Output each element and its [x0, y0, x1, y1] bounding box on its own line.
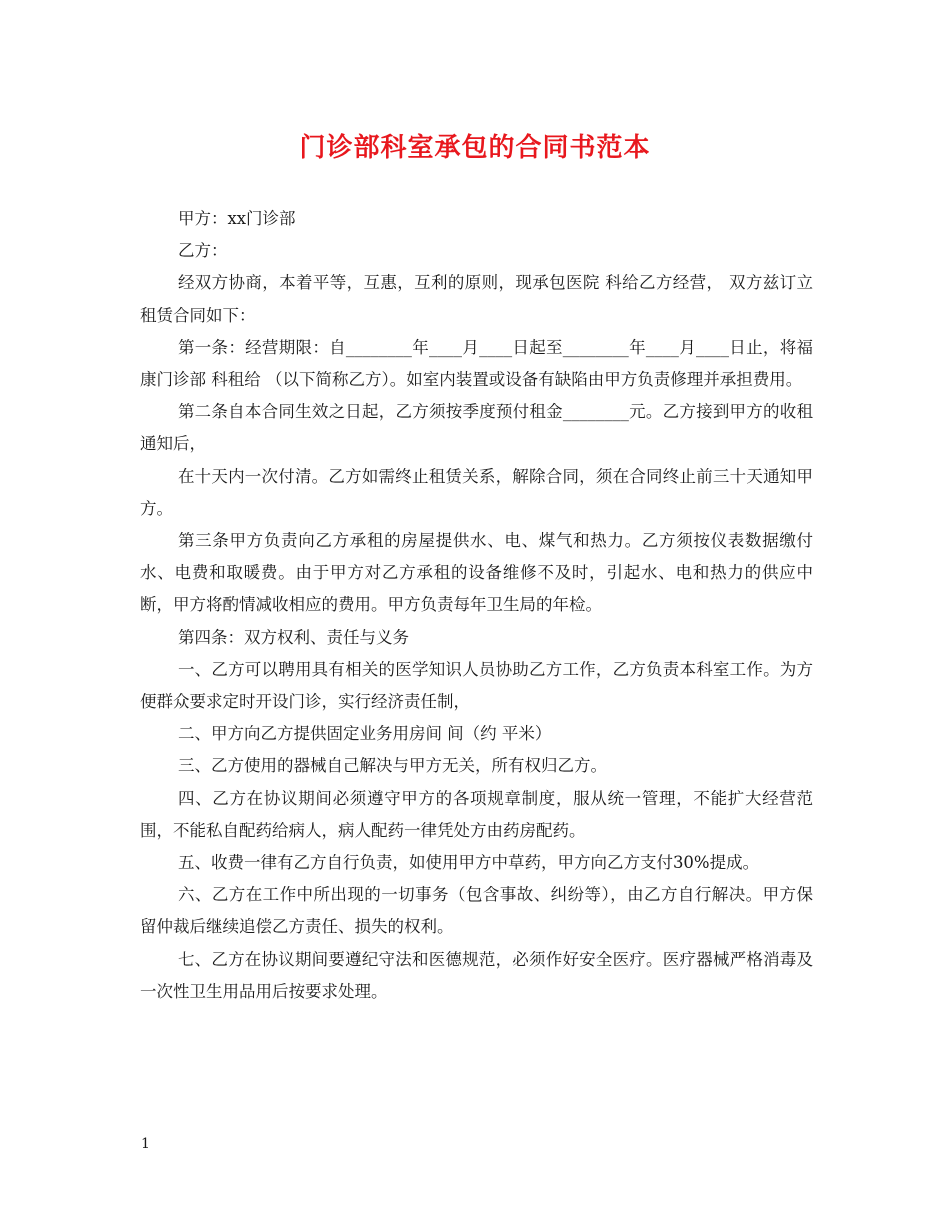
clause-5-paragraph: 五、收费一律有乙方自行负责，如使用甲方中草药，甲方向乙方支付30%提成。 — [177, 853, 760, 873]
clause-6-paragraph: 六、乙方在工作中所出现的一切事务（包含事故、纠纷等），由乙方自行解决。甲方保留仲裁后继续追偿乙方责任、损失的权利。 — [140, 885, 813, 937]
clause-4-paragraph: 四、乙方在协议期间必须遵守甲方的各项规章制度，服从统一管理，不能扩大经营范围，不能私自配药给病人，病人配药一律凭处方由药房配药。 — [140, 788, 813, 840]
contract-body — [140, 203, 813, 1008]
party-b-line: 乙方： — [177, 241, 228, 261]
page-number: 1 — [141, 1136, 150, 1152]
article-2-continuation: 在十天内一次付清。乙方如需终止租赁关系，解除合同，须在合同终止前三十天通知甲方。 — [140, 466, 813, 518]
clause-7-paragraph: 七、乙方在协议期间要遵纪守法和医德规范，必须作好安全医疗。医疗器械严格消毒及一次性卫生用品用后按要求处理。 — [140, 949, 813, 1001]
clause-1-paragraph: 一、乙方可以聘用具有相关的医学知识人员协助乙方工作，乙方负责本科室工作。为方便群众要求定时开设门诊，实行经济责任制， — [140, 659, 813, 712]
clause-2-paragraph: 二、甲方向乙方提供固定业务用房间 间（约 平米） — [177, 724, 552, 744]
article-3-paragraph: 第三条甲方负责向乙方承租的房屋提供水、电、煤气和热力。乙方须按仪表数据缴付水、电费和取暖费。由于甲方对乙方承租的设备维修不及时，引起水、电和热力的供应中断，甲方将酌情减收相应的费用。甲方负责每年卫生局的年检。 — [140, 531, 813, 615]
clause-3-paragraph: 三、乙方使用的器械自己解决与甲方无关，所有权归乙方。 — [177, 756, 607, 776]
article-4-heading: 第四条：双方权利、责任与义务 — [177, 627, 409, 647]
article-2-paragraph: 第二条自本合同生效之日起，乙方须按季度预付租金________元。乙方接到甲方的收租通知后， — [140, 402, 813, 454]
party-a-line: 甲方：xx门诊部 — [177, 209, 296, 228]
document-title: 门诊部科室承包的合同书范本 — [299, 133, 651, 163]
article-1-paragraph: 第一条：经营期限：自________年____月____日起至________年____月____日止，将福康门诊部 科租给 （以下简称乙方）。如室内装置或设备有缺陷由甲方负责修理并承担费用。 — [140, 337, 813, 390]
preamble-paragraph: 经双方协商，本着平等，互惠，互利的原则，现承包医院 科给乙方经营， 双方兹订立租赁合同如下： — [140, 273, 813, 325]
